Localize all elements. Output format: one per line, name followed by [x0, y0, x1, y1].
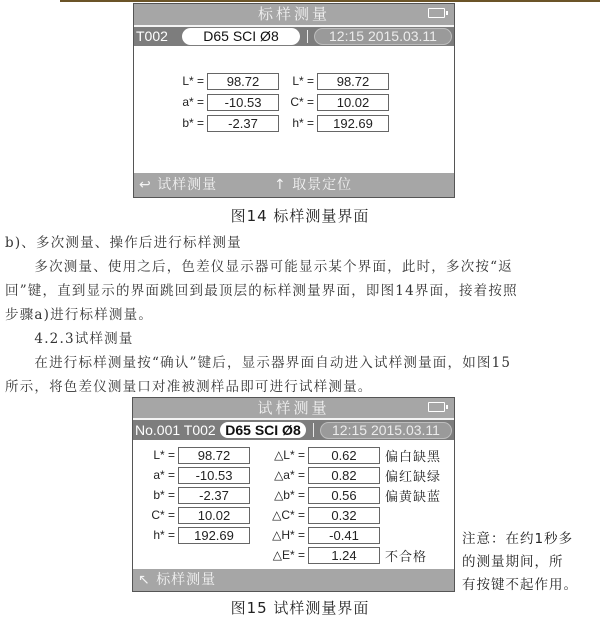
separator [307, 30, 308, 43]
back-arrow-icon: ↖ [138, 572, 151, 588]
separator [313, 423, 314, 437]
info-bar [134, 27, 454, 46]
datetime-pill: 12:15 2015.03.11 [320, 422, 452, 439]
figure-caption-15: 图15 试样测量界面 [230, 599, 370, 617]
label: h* = [153, 528, 175, 542]
page-top-rule [60, 0, 600, 2]
screen-header [134, 4, 454, 27]
battery-icon [428, 8, 445, 18]
label: h* = [292, 116, 314, 130]
viewfinder-softkey[interactable] [274, 173, 352, 197]
return-arrow-icon: ↩ [139, 177, 152, 193]
label: b* = [153, 488, 175, 502]
softkey-label: 试样测量 [157, 177, 218, 193]
screen-footer [133, 569, 454, 591]
value-box: -2.37 [178, 487, 250, 504]
light-mode-pill: D65 SCI Ø8 [182, 28, 300, 45]
value-box: -2.37 [207, 115, 279, 132]
note-line: 有按键不起作用。 [462, 577, 578, 593]
label: C* = [290, 95, 314, 109]
screen-title: 试样测量 [257, 399, 330, 417]
value-box: 0.32 [308, 507, 380, 524]
value-box: 98.72 [178, 447, 250, 464]
value-box: 98.72 [317, 73, 389, 90]
color-deviation-note: 偏黄缺蓝 [385, 490, 442, 505]
standard-measure-screen [133, 3, 455, 198]
value-box: 10.02 [317, 94, 389, 111]
label: △a* = [274, 468, 305, 482]
label: △E* = [272, 548, 305, 562]
label: L* = [292, 74, 314, 88]
figure-caption-14: 图14 标样测量界面 [230, 207, 370, 225]
label: a* = [182, 95, 204, 109]
battery-icon [428, 402, 445, 412]
color-deviation-note: 偏白缺黑 [385, 450, 442, 465]
value-box: 1.24 [308, 547, 380, 564]
label: C* = [151, 508, 175, 522]
paragraph-line: 在进行标样测量按“确认”键后，显示器界面自动进入试样测量面，如图15 [5, 355, 512, 371]
screen-title: 标样测量 [257, 5, 330, 23]
paragraph-line: 回”键，直到显示的界面跳回到最顶层的标样测量界面，即图14界面，接着按照 [5, 283, 518, 299]
label: △C* = [272, 508, 305, 522]
standard-id: T002 [136, 28, 168, 44]
label: b* = [182, 116, 204, 130]
softkey-label: 取景定位 [292, 177, 353, 193]
section-heading: 4.2.3试样测量 [5, 331, 134, 347]
label: L* = [182, 74, 204, 88]
info-bar [133, 420, 454, 440]
paragraph-line: 多次测量、使用之后，色差仪显示器可能显示某个界面，此时，多次按“返 [5, 259, 513, 275]
sample-measure-screen [132, 397, 455, 592]
value-box: -0.41 [308, 527, 380, 544]
label: L* = [153, 448, 175, 462]
standard-measure-softkey[interactable] [138, 569, 216, 591]
light-mode-pill: D65 SCI Ø8 [220, 422, 306, 438]
sample-id: No.001 T002 [135, 422, 216, 438]
label: △L* = [274, 448, 305, 462]
note-line: 注意：在约1秒多 [462, 531, 574, 547]
value-box: 0.62 [308, 447, 380, 464]
datetime-pill: 12:15 2015.03.11 [314, 28, 452, 45]
value-box: -10.53 [207, 94, 279, 111]
label: △b* = [274, 488, 305, 502]
value-box: 192.69 [178, 527, 250, 544]
up-arrow-icon: ↑ [274, 177, 287, 193]
value-box: 0.82 [308, 467, 380, 484]
paragraph-line: 所示，将色差仪测量口对准被测样品即可进行试样测量。 [5, 379, 373, 395]
color-deviation-note: 偏红缺绿 [385, 470, 442, 485]
sample-measure-softkey[interactable] [139, 173, 217, 197]
screen-header [133, 398, 454, 420]
value-box: 98.72 [207, 73, 279, 90]
softkey-label: 标样测量 [156, 572, 217, 588]
value-box: 192.69 [317, 115, 389, 132]
screen-footer [134, 173, 454, 197]
note-line: 的测量期间，所 [462, 554, 564, 570]
value-box: 10.02 [178, 507, 250, 524]
value-box: 0.56 [308, 487, 380, 504]
paragraph-line: 步骤a)进行标样测量。 [5, 307, 154, 323]
label: △H* = [272, 528, 305, 542]
pass-fail-result: 不合格 [385, 550, 428, 565]
value-box: -10.53 [178, 467, 250, 484]
paragraph-line: b)、多次测量、操作后进行标样测量 [5, 235, 242, 251]
label: a* = [153, 468, 175, 482]
measurement-note [462, 528, 578, 597]
